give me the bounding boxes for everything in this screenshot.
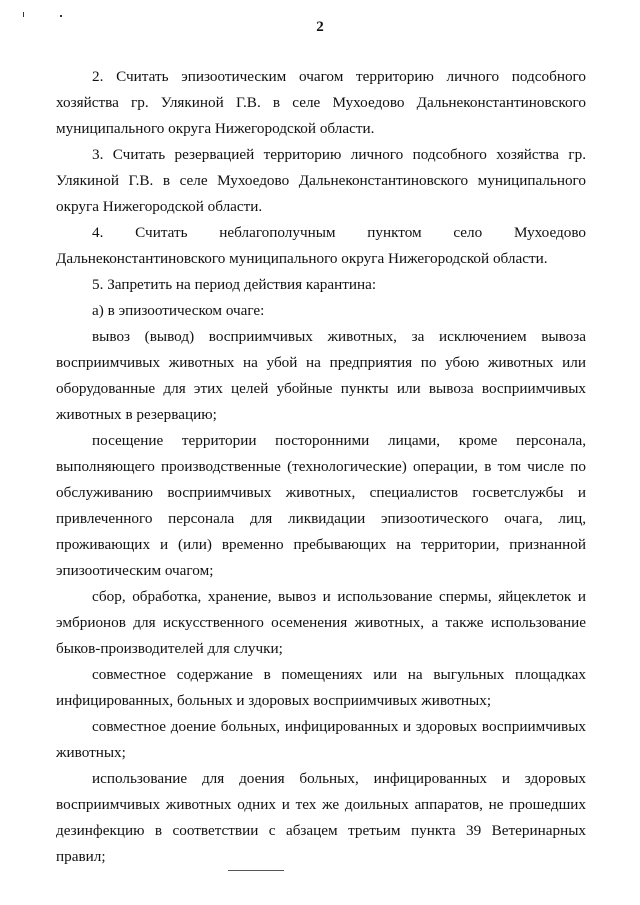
paragraph-export-ban: вывоз (вывод) восприимчивых животных, за исключением вывоза восприимчивых животных на убой на предприятия по убою животных или оборудованные для этих целей убойные пункты или вывоза восприимчивых животных в резервацию; [56,328,586,423]
paragraph-item-3: 3. Считать резервацией территорию личного подсобного хозяйства гр. Улякиной Г.В. в селе Мухоедово Дальнеконстантиновского муниципального округа Нижегородской области. [56,146,586,215]
footer-divider [228,870,284,871]
paragraph-visit-ban: посещение территории посторонними лицами, кроме персонала, выполняющего производственные (технологические) операции, в том числе по обслуживанию восприимчивых животных, специалистов госветслужбы и привлеченного персонала для ликвидации эпизоотического очага, лиц, проживающих и (или) временно пребывающих на территории, признанной эпизоотическим очагом; [56,432,586,579]
page-number: 2 [316,19,324,35]
document-body [56,64,586,870]
paragraph-joint-milking-ban: совместное доение больных, инфицированных и здоровых восприимчивых животных; [56,718,586,761]
paragraph-milking-equipment-ban: использование для доения больных, инфицированных и здоровых восприимчивых животных одних и тех же доильных аппаратов, не прошедших дезинфекцию в соответствии с абзацем третьим пункта 39 Ветеринарных правил; [56,770,586,865]
scan-artifact [60,15,62,17]
paragraph-item-5: 5. Запретить на период действия карантина: [92,276,377,293]
paragraph-joint-keeping-ban: совместное содержание в помещениях или на выгульных площадках инфицированных, больных и здоровых восприимчивых животных; [56,666,586,709]
paragraph-item-2: 2. Считать эпизоотическим очагом территорию личного подсобного хозяйства гр. Улякиной Г.В. в селе Мухоедово Дальнеконстантиновского муниципального округа Нижегородской области. [56,68,586,137]
paragraph-item-4: 4. Считать неблагополучным пунктом село Мухоедово Дальнеконстантиновского муниципального округа Нижегородской области. [56,224,586,267]
scan-artifact [23,12,24,17]
paragraph-sperm-ban: сбор, обработка, хранение, вывоз и использование спермы, яйцеклеток и эмбрионов для искусственного осеменения животных, а также использование быков-производителей для случки; [56,588,586,657]
subitem-a-heading: а) в эпизоотическом очаге: [92,302,265,319]
